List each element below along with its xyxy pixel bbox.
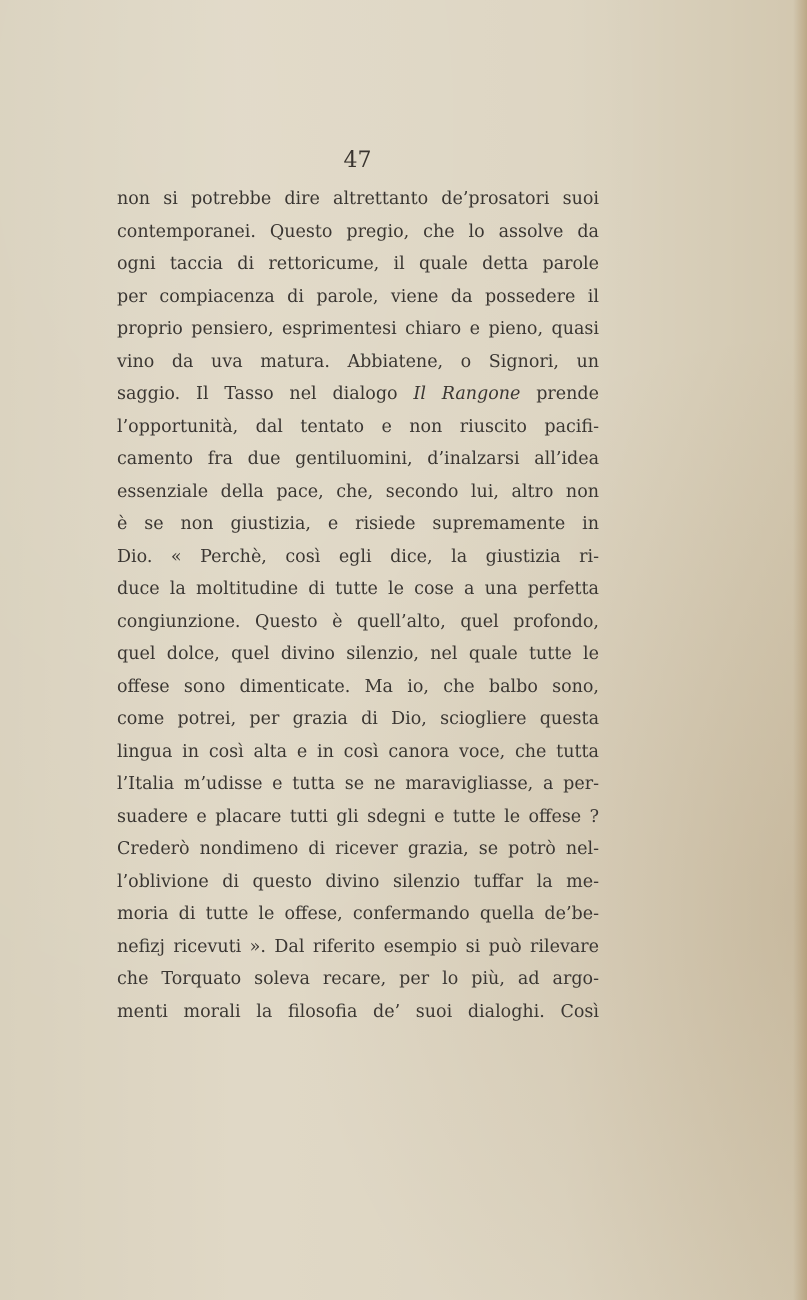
page-edge-shadow: [793, 0, 807, 1300]
text-line: l’oblivione di questo divino silenzio tuffar la me-: [117, 871, 599, 892]
text-line: menti morali la filosofia de’ suoi dialoghi. Così: [117, 1001, 599, 1022]
text-line: per compiacenza di parole, viene da possedere il: [117, 286, 599, 307]
text-line: vino da uva matura. Abbiatene, o Signori, un: [117, 351, 599, 372]
text-line: nefizj ricevuti ». Dal riferito esempio si può rilevare: [117, 936, 599, 957]
text-line: camento fra due gentiluomini, d’inalzarsi all’idea: [117, 449, 599, 469]
text-segment: saggio. Il Tasso nel dialogo: [117, 384, 414, 404]
text-line: quel dolce, quel divino silenzio, nel quale tutte le: [117, 644, 599, 664]
text-line: moria di tutte le offese, confermando quella de’be-: [117, 904, 599, 924]
text-line: Dio. « Perchè, così egli dice, la giustizia ri-: [117, 546, 599, 567]
text-line: è se non giustizia, e risiede supremamente in: [117, 514, 599, 534]
text-line: ogni taccia di rettoricume, il quale detta parole: [117, 254, 599, 274]
text-line: non si potrebbe dire altrettanto de’prosatori suoi: [117, 189, 599, 209]
text-line: Crederò nondimeno di ricever grazia, se potrò nel-: [117, 839, 599, 859]
text-line-with-title: [117, 378, 599, 411]
text-line: essenziale della pace, che, secondo lui, altro non: [117, 481, 599, 502]
text-line: l’opportunità, dal tentato e non riuscito pacifi-: [117, 416, 599, 437]
page-number: 47: [343, 148, 372, 173]
text-line: l’Italia m’udisse e tutta se ne maravigliasse, a per-: [117, 774, 599, 794]
text-line: offese sono dimenticate. Ma io, che balbo sono,: [117, 676, 599, 697]
body-text: [117, 183, 599, 1028]
text-line: suadere e placare tutti gli sdegni e tutte le offese ?: [117, 806, 599, 827]
text-line: contemporanei. Questo pregio, che lo assolve da: [117, 221, 599, 242]
text-line: duce la moltitudine di tutte le cose a una perfetta: [117, 579, 599, 599]
text-line: proprio pensiero, esprimentesi chiaro e pieno, quasi: [117, 319, 599, 339]
dialogue-title: Il Rangone: [413, 384, 521, 404]
text-line: lingua in così alta e in così canora voce, che tutta: [117, 741, 599, 762]
text-segment: prende: [520, 384, 599, 404]
text-line: congiunzione. Questo è quell’alto, quel profondo,: [117, 611, 599, 632]
text-line: come potrei, per grazia di Dio, sciogliere questa: [117, 709, 599, 729]
text-line: che Torquato soleva recare, per lo più, ad argo-: [117, 969, 599, 989]
